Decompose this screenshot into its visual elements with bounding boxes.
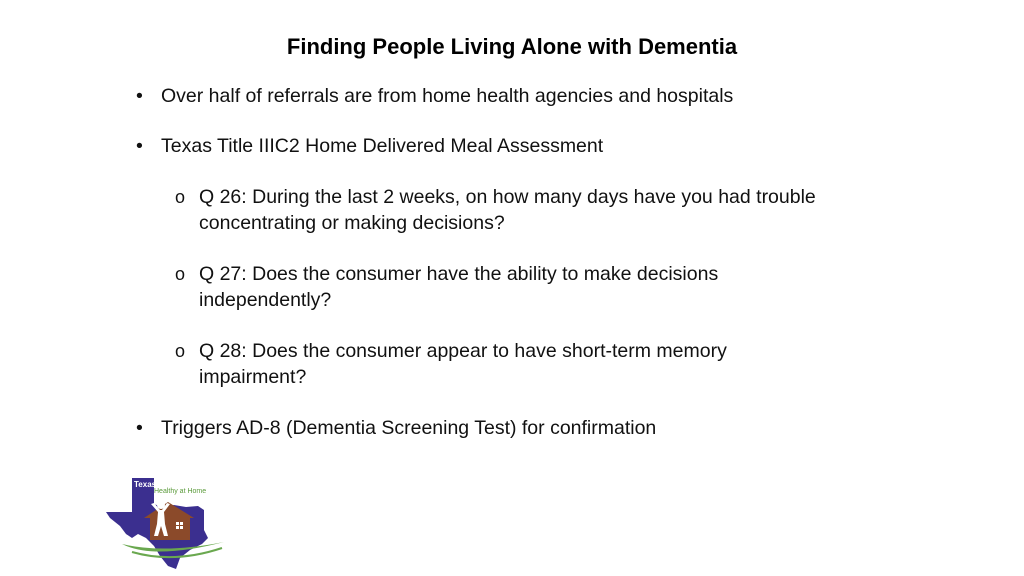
sub-bullet-marker: o — [175, 187, 186, 207]
logo-word-texas: Texas — [134, 480, 157, 489]
bullet-item — [136, 415, 861, 441]
sub-bullet-text: Q 28: Does the consumer appear to have short-term memory impairment? — [199, 340, 727, 388]
bullet-marker: • — [136, 85, 143, 107]
bullet-item — [136, 133, 861, 159]
bullet-marker: • — [136, 417, 143, 439]
texas-healthy-at-home-logo — [104, 474, 226, 570]
sub-bullet-marker: o — [175, 341, 186, 361]
sub-bullet-item — [175, 184, 819, 236]
logo-word-healthy: Healthy at Home — [154, 488, 207, 495]
bullet-marker: • — [136, 135, 143, 157]
sub-bullet-text: Q 27: Does the consumer have the ability to make decisions independently? — [199, 263, 719, 311]
sub-bullet-text: Q 26: During the last 2 weeks, on how many days have you had trouble concentrating or making decisions? — [199, 186, 816, 234]
sub-bullet-item — [175, 261, 819, 313]
bullet-text: Over half of referrals are from home health agencies and hospitals — [161, 85, 734, 107]
bullet-item — [136, 83, 861, 109]
bullet-text: Triggers AD-8 (Dementia Screening Test) for confirmation — [161, 417, 657, 439]
sub-bullet-item — [175, 338, 819, 390]
texas-map-icon — [104, 474, 226, 570]
slide-title: Finding People Living Alone with Dementia — [286, 34, 738, 59]
sub-bullet-marker: o — [175, 264, 186, 284]
bullet-text: Texas Title IIIC2 Home Delivered Meal Assessment — [161, 135, 604, 157]
